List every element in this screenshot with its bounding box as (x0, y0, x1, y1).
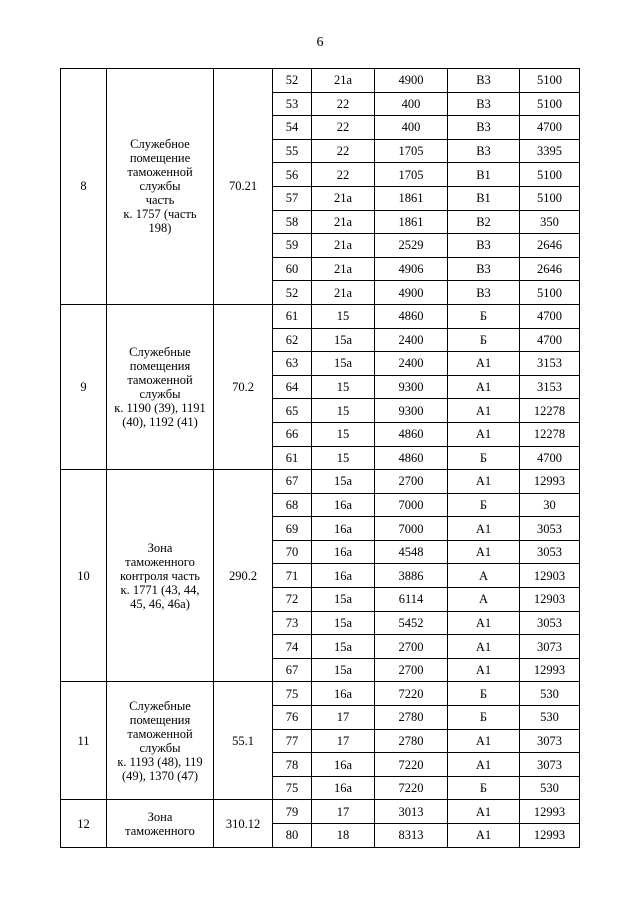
point-code-cell: 16а (312, 753, 375, 777)
section-description (107, 304, 214, 469)
point-code-cell: 16а (312, 564, 375, 588)
value-cell: 5100 (520, 163, 580, 187)
distance-cell: 2400 (375, 328, 448, 352)
value-cell: 5100 (520, 186, 580, 210)
point-code-cell: 15а (312, 588, 375, 612)
point-number-cell: 70 (273, 540, 312, 564)
table-row (61, 69, 580, 93)
distance-cell: 3013 (375, 800, 448, 824)
point-number-cell: 52 (273, 281, 312, 305)
section-area: 310.12 (214, 800, 273, 847)
value-cell: 5100 (520, 69, 580, 93)
description-line: Служебное (130, 137, 190, 152)
category-cell: Б (448, 328, 520, 352)
section-number: 10 (61, 470, 107, 682)
point-code-cell: 21а (312, 234, 375, 258)
value-cell: 12903 (520, 588, 580, 612)
point-code-cell: 22 (312, 139, 375, 163)
description-line: помещения (129, 359, 191, 374)
value-cell: 30 (520, 493, 580, 517)
category-cell: В3 (448, 234, 520, 258)
category-cell: А1 (448, 422, 520, 446)
distance-cell: 7220 (375, 682, 448, 706)
description-line: таможенной (127, 165, 193, 180)
category-cell: В2 (448, 210, 520, 234)
category-cell: А1 (448, 635, 520, 659)
value-cell: 530 (520, 776, 580, 800)
distance-cell: 2400 (375, 352, 448, 376)
value-cell: 530 (520, 682, 580, 706)
distance-cell: 4860 (375, 422, 448, 446)
value-cell: 12993 (520, 824, 580, 848)
section-description (107, 69, 214, 305)
point-code-cell: 22 (312, 92, 375, 116)
point-number-cell: 58 (273, 210, 312, 234)
category-cell: Б (448, 304, 520, 328)
point-code-cell: 21а (312, 281, 375, 305)
distance-cell: 1861 (375, 210, 448, 234)
point-number-cell: 79 (273, 800, 312, 824)
description-line: контроля часть (120, 568, 200, 583)
description-line: таможенного (125, 823, 195, 838)
point-code-cell: 16а (312, 682, 375, 706)
value-cell: 12278 (520, 422, 580, 446)
category-cell: А1 (448, 470, 520, 494)
distance-cell: 1705 (375, 163, 448, 187)
value-cell: 4700 (520, 446, 580, 470)
point-number-cell: 62 (273, 328, 312, 352)
distance-cell: 1861 (375, 186, 448, 210)
section-area: 70.21 (214, 69, 273, 305)
distance-cell: 4906 (375, 257, 448, 281)
section-number: 9 (61, 304, 107, 469)
distance-cell: 2780 (375, 706, 448, 730)
value-cell: 2646 (520, 234, 580, 258)
distance-cell: 2780 (375, 729, 448, 753)
category-cell: Б (448, 493, 520, 517)
description-line: таможенной (127, 726, 193, 741)
value-cell: 12903 (520, 564, 580, 588)
distance-cell: 4900 (375, 281, 448, 305)
category-cell: А1 (448, 375, 520, 399)
point-code-cell: 15а (312, 470, 375, 494)
category-cell: А1 (448, 540, 520, 564)
distance-cell: 4860 (375, 446, 448, 470)
point-code-cell: 15 (312, 375, 375, 399)
value-cell: 12278 (520, 399, 580, 423)
point-code-cell: 21а (312, 210, 375, 234)
point-code-cell: 22 (312, 116, 375, 140)
category-cell: А1 (448, 658, 520, 682)
description-line: таможенного (125, 554, 195, 569)
category-cell: Б (448, 776, 520, 800)
point-number-cell: 67 (273, 470, 312, 494)
value-cell: 3053 (520, 540, 580, 564)
point-code-cell: 15 (312, 399, 375, 423)
point-number-cell: 72 (273, 588, 312, 612)
description-line: таможенной (127, 373, 193, 388)
category-cell: В3 (448, 116, 520, 140)
point-code-cell: 16а (312, 493, 375, 517)
distance-cell: 7220 (375, 753, 448, 777)
point-code-cell: 15а (312, 611, 375, 635)
point-number-cell: 67 (273, 658, 312, 682)
point-number-cell: 69 (273, 517, 312, 541)
table-row (61, 470, 580, 494)
distance-cell: 2700 (375, 635, 448, 659)
point-number-cell: 61 (273, 304, 312, 328)
section-description (107, 800, 214, 847)
point-number-cell: 61 (273, 446, 312, 470)
point-number-cell: 71 (273, 564, 312, 588)
point-code-cell: 15а (312, 352, 375, 376)
description-line: к. 1771 (43, 44, (120, 582, 200, 597)
point-number-cell: 65 (273, 399, 312, 423)
category-cell: В1 (448, 163, 520, 187)
value-cell: 3073 (520, 729, 580, 753)
category-cell: В3 (448, 69, 520, 93)
section-number: 11 (61, 682, 107, 800)
table-body (61, 69, 580, 848)
distance-cell: 400 (375, 92, 448, 116)
description-line: службы (139, 740, 181, 755)
point-code-cell: 15 (312, 422, 375, 446)
value-cell: 5100 (520, 92, 580, 116)
point-code-cell: 21а (312, 69, 375, 93)
category-cell: В3 (448, 281, 520, 305)
point-code-cell: 17 (312, 706, 375, 730)
point-number-cell: 55 (273, 139, 312, 163)
category-cell: А1 (448, 753, 520, 777)
category-cell: А1 (448, 729, 520, 753)
table-row (61, 304, 580, 328)
section-area: 70.2 (214, 304, 273, 469)
coordinates-table (60, 68, 580, 848)
value-cell: 2646 (520, 257, 580, 281)
description-line: службы (139, 179, 181, 194)
point-code-cell: 21а (312, 257, 375, 281)
category-cell: Б (448, 682, 520, 706)
point-code-cell: 17 (312, 800, 375, 824)
value-cell: 3073 (520, 753, 580, 777)
table-row (61, 682, 580, 706)
distance-cell: 1705 (375, 139, 448, 163)
description-line: помещение (129, 151, 191, 166)
distance-cell: 3886 (375, 564, 448, 588)
description-line: службы (139, 387, 181, 402)
point-number-cell: 64 (273, 375, 312, 399)
category-cell: А1 (448, 800, 520, 824)
point-code-cell: 22 (312, 163, 375, 187)
category-cell: В3 (448, 257, 520, 281)
point-number-cell: 74 (273, 635, 312, 659)
description-line: Зона (147, 540, 173, 555)
distance-cell: 4548 (375, 540, 448, 564)
section-description (107, 682, 214, 800)
point-code-cell: 16а (312, 517, 375, 541)
point-number-cell: 68 (273, 493, 312, 517)
distance-cell: 4860 (375, 304, 448, 328)
point-number-cell: 60 (273, 257, 312, 281)
distance-cell: 2700 (375, 658, 448, 682)
point-number-cell: 56 (273, 163, 312, 187)
table-row (61, 800, 580, 824)
value-cell: 3153 (520, 352, 580, 376)
section-description (107, 470, 214, 682)
distance-cell: 8313 (375, 824, 448, 848)
section-area: 55.1 (214, 682, 273, 800)
value-cell: 3153 (520, 375, 580, 399)
description-line: к. 1190 (39), 1191 (114, 401, 206, 416)
point-code-cell: 15а (312, 328, 375, 352)
distance-cell: 2700 (375, 470, 448, 494)
category-cell: А1 (448, 611, 520, 635)
category-cell: А1 (448, 517, 520, 541)
value-cell: 4700 (520, 304, 580, 328)
category-cell: В3 (448, 92, 520, 116)
point-code-cell: 15а (312, 635, 375, 659)
description-line: 45, 46, 46а) (130, 596, 190, 611)
distance-cell: 7000 (375, 493, 448, 517)
description-line: (49), 1370 (47) (121, 768, 199, 783)
distance-cell: 7000 (375, 517, 448, 541)
value-cell: 3053 (520, 517, 580, 541)
point-number-cell: 63 (273, 352, 312, 376)
page-number: 6 (316, 35, 324, 50)
point-number-cell: 54 (273, 116, 312, 140)
value-cell: 4700 (520, 328, 580, 352)
description-line: (40), 1192 (41) (122, 415, 198, 430)
point-number-cell: 59 (273, 234, 312, 258)
point-number-cell: 66 (273, 422, 312, 446)
section-area: 290.2 (214, 470, 273, 682)
point-number-cell: 52 (273, 69, 312, 93)
point-code-cell: 17 (312, 729, 375, 753)
point-code-cell: 16а (312, 540, 375, 564)
description-line: к. 1757 (часть (123, 207, 197, 222)
point-number-cell: 76 (273, 706, 312, 730)
value-cell: 3073 (520, 635, 580, 659)
value-cell: 350 (520, 210, 580, 234)
description-line: Служебные (129, 345, 191, 360)
point-code-cell: 15а (312, 658, 375, 682)
section-number: 12 (61, 800, 107, 847)
distance-cell: 2529 (375, 234, 448, 258)
value-cell: 530 (520, 706, 580, 730)
description-line: Зона (147, 809, 173, 824)
category-cell: А1 (448, 352, 520, 376)
distance-cell: 6114 (375, 588, 448, 612)
distance-cell: 7220 (375, 776, 448, 800)
category-cell: Б (448, 706, 520, 730)
section-number: 8 (61, 69, 107, 305)
distance-cell: 5452 (375, 611, 448, 635)
value-cell: 5100 (520, 281, 580, 305)
point-code-cell: 21а (312, 186, 375, 210)
category-cell: А (448, 588, 520, 612)
category-cell: В3 (448, 139, 520, 163)
point-number-cell: 80 (273, 824, 312, 848)
point-code-cell: 18 (312, 824, 375, 848)
point-code-cell: 16а (312, 776, 375, 800)
category-cell: Б (448, 446, 520, 470)
distance-cell: 9300 (375, 375, 448, 399)
value-cell: 3053 (520, 611, 580, 635)
distance-cell: 400 (375, 116, 448, 140)
point-number-cell: 53 (273, 92, 312, 116)
point-number-cell: 75 (273, 682, 312, 706)
value-cell: 4700 (520, 116, 580, 140)
description-line: помещения (129, 712, 191, 727)
point-number-cell: 75 (273, 776, 312, 800)
point-number-cell: 73 (273, 611, 312, 635)
description-line: 198) (148, 221, 172, 236)
description-line: часть (145, 193, 175, 208)
distance-cell: 9300 (375, 399, 448, 423)
description-line: к. 1193 (48), 119 (117, 754, 203, 769)
value-cell: 12993 (520, 658, 580, 682)
point-code-cell: 15 (312, 304, 375, 328)
distance-cell: 4900 (375, 69, 448, 93)
description-line: Служебные (129, 698, 191, 713)
category-cell: А (448, 564, 520, 588)
point-number-cell: 78 (273, 753, 312, 777)
value-cell: 3395 (520, 139, 580, 163)
point-number-cell: 57 (273, 186, 312, 210)
category-cell: А1 (448, 399, 520, 423)
category-cell: А1 (448, 824, 520, 848)
point-code-cell: 15 (312, 446, 375, 470)
category-cell: В1 (448, 186, 520, 210)
value-cell: 12993 (520, 800, 580, 824)
point-number-cell: 77 (273, 729, 312, 753)
value-cell: 12993 (520, 470, 580, 494)
